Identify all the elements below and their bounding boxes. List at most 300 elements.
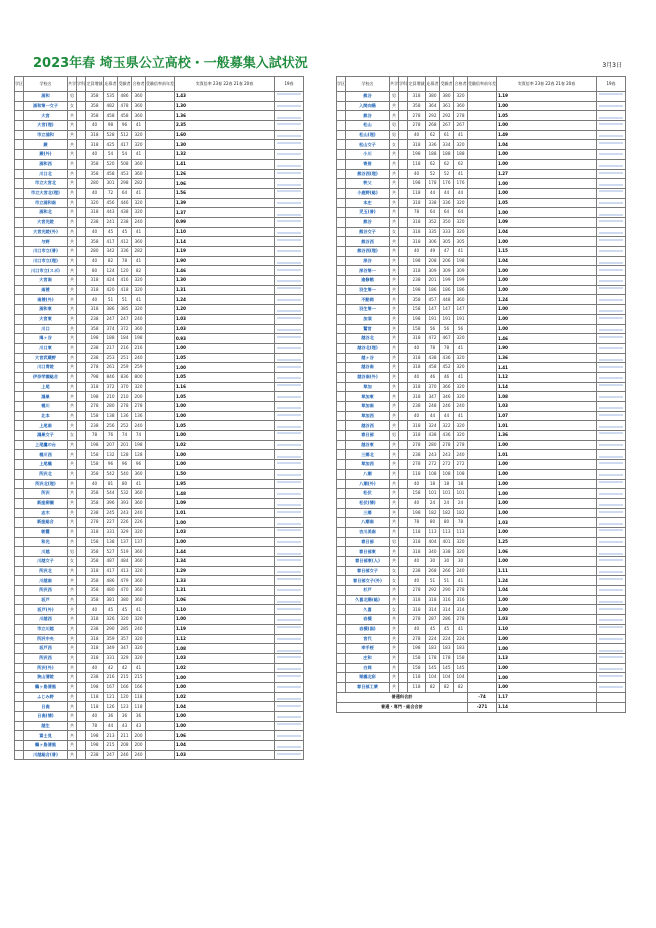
trend-sparkline	[275, 121, 303, 129]
takers-cell: 199	[440, 276, 454, 286]
passed-cell: 62	[454, 159, 468, 169]
gender-cell: 共	[390, 343, 399, 353]
rate-cell	[497, 305, 597, 315]
rate-value: 1.00	[498, 325, 508, 331]
capacity-cell: 280	[86, 179, 104, 189]
trend-sparkline	[597, 286, 625, 294]
gender-cell: 共	[68, 314, 77, 324]
applicants-cell: 535	[104, 92, 118, 102]
zone-cell	[15, 527, 24, 537]
rate-value: 1.03	[176, 325, 186, 331]
zone-cell	[15, 363, 24, 373]
zone-cell	[337, 256, 346, 266]
trend-sparkline	[597, 441, 625, 449]
course-cell	[77, 644, 86, 654]
trend-cell	[275, 285, 304, 295]
school-name: 熊谷	[346, 111, 390, 121]
school-name: 日高(情)	[24, 712, 68, 722]
zone-cell	[15, 595, 24, 605]
rate-cell	[497, 208, 597, 218]
course-cell	[77, 169, 86, 179]
gender-cell: 共	[68, 518, 77, 528]
table-row	[15, 508, 304, 518]
gender-cell: 共	[390, 295, 399, 305]
rate-diff-cell	[468, 402, 497, 412]
trend-cell	[597, 508, 626, 518]
trend-cell	[597, 363, 626, 373]
zone-cell	[15, 285, 24, 295]
takers-cell: 479	[118, 576, 132, 586]
capacity-cell: 318	[86, 527, 104, 537]
trend-sparkline	[275, 470, 303, 478]
takers-cell: 357	[118, 634, 132, 644]
trend-sparkline	[275, 586, 303, 594]
applicants-cell: 306	[426, 237, 440, 247]
passed-cell: 224	[454, 634, 468, 644]
table-row	[15, 489, 304, 499]
passed-cell: 74	[132, 431, 146, 441]
applicants-cell: 247	[104, 314, 118, 324]
trend-cell	[275, 673, 304, 683]
takers-cell: 18	[440, 479, 454, 489]
school-name: 川口	[24, 324, 68, 334]
gender-cell: 共	[390, 150, 399, 160]
trend-sparkline	[597, 170, 625, 178]
capacity-cell: 238	[86, 314, 104, 324]
applicants-cell: 438	[426, 353, 440, 363]
applicants-cell: 261	[104, 363, 118, 373]
takers-cell: 380	[118, 595, 132, 605]
trend-cell	[597, 595, 626, 605]
rate-diff-cell	[468, 644, 497, 654]
trend-sparkline	[275, 412, 303, 420]
course-cell	[399, 508, 408, 518]
capacity-cell: 318	[408, 92, 426, 102]
applicants-cell: 396	[104, 498, 118, 508]
capacity-cell: 318	[86, 305, 104, 315]
applicants-cell: 186	[426, 285, 440, 295]
zone-cell	[15, 566, 24, 576]
trend-sparkline	[597, 335, 625, 343]
trend-cell	[275, 217, 304, 227]
gender-cell: 共	[68, 208, 77, 218]
passed-cell: 360	[132, 469, 146, 479]
table-row	[15, 682, 304, 692]
course-cell	[77, 547, 86, 557]
rate-diff-cell	[146, 431, 175, 441]
trend-cell	[275, 256, 304, 266]
rate-diff-cell	[468, 198, 497, 208]
table-row	[337, 402, 626, 412]
capacity-cell: 40	[86, 188, 104, 198]
school-name: 川越女子	[24, 557, 68, 567]
rate-value: 1.00	[176, 723, 186, 729]
school-name: 川口青陵	[24, 363, 68, 373]
trend-sparkline	[275, 538, 303, 546]
capacity-cell: 318	[408, 605, 426, 615]
trend-sparkline	[597, 577, 625, 585]
rate-cell	[497, 343, 597, 353]
capacity-cell: 320	[86, 198, 104, 208]
rate-cell	[175, 663, 275, 673]
applicants-cell: 216	[104, 673, 118, 683]
header-rate-diff: 受験倍率前年差	[468, 77, 497, 92]
trend-cell	[597, 644, 626, 654]
trend-sparkline	[597, 150, 625, 158]
gender-cell: 共	[390, 247, 399, 257]
rate-value: 1.05	[176, 393, 186, 399]
rate-value: 1.00	[498, 490, 508, 496]
rate-cell	[497, 382, 597, 392]
rate-cell	[175, 624, 275, 634]
capacity-cell: 40	[86, 605, 104, 615]
trend-cell	[597, 402, 626, 412]
trend-sparkline	[275, 732, 303, 740]
gender-cell: 共	[68, 586, 77, 596]
zone-cell	[15, 324, 24, 334]
trend-cell	[275, 663, 304, 673]
trend-sparkline	[275, 383, 303, 391]
course-cell	[77, 382, 86, 392]
rate-cell	[175, 634, 275, 644]
passed-cell: 320	[132, 140, 146, 150]
passed-cell: 240	[454, 402, 468, 412]
capacity-cell: 358	[86, 469, 104, 479]
rate-value: 1.05	[498, 112, 508, 118]
takers-cell: 413	[118, 566, 132, 576]
rate-diff-cell	[468, 663, 497, 673]
rate-cell	[175, 557, 275, 567]
passed-cell: 360	[132, 324, 146, 334]
rate-diff-cell	[468, 392, 497, 402]
school-name: 熊谷西(理)	[346, 169, 390, 179]
gender-cell: 共	[68, 692, 77, 702]
table-row	[15, 363, 304, 373]
rate-diff-cell	[146, 276, 175, 286]
passed-cell: 147	[454, 305, 468, 315]
table-row	[337, 624, 626, 634]
applicants-cell: 253	[104, 353, 118, 363]
capacity-cell: 318	[408, 198, 426, 208]
rate-diff-cell	[468, 237, 497, 247]
passed-cell: 41	[132, 121, 146, 131]
trend-cell	[597, 450, 626, 460]
applicants-cell: 520	[104, 159, 118, 169]
rate-cell	[175, 479, 275, 489]
course-cell	[77, 537, 86, 547]
trend-cell	[597, 324, 626, 334]
zone-cell	[15, 266, 24, 276]
zone-cell	[337, 537, 346, 547]
capacity-cell: 40	[86, 295, 104, 305]
capacity-cell: 158	[86, 537, 104, 547]
gender-cell: 共	[390, 111, 399, 121]
footer-row	[337, 692, 626, 702]
school-name: 浦和東	[24, 305, 68, 315]
rate-diff-cell	[146, 411, 175, 421]
capacity-cell: 238	[86, 750, 104, 760]
zone-cell	[15, 150, 24, 160]
rate-cell	[497, 121, 597, 131]
school-name: 南稜(外)	[24, 295, 68, 305]
applicants-cell: 82	[104, 256, 118, 266]
school-name: 深谷第一	[346, 266, 390, 276]
takers-cell: 46	[440, 372, 454, 382]
gender-cell: 共	[68, 537, 77, 547]
applicants-cell: 472	[426, 334, 440, 344]
applicants-cell: 167	[104, 682, 118, 692]
rate-value: 1.05	[176, 374, 186, 380]
applicants-cell: 81	[104, 479, 118, 489]
applicants-cell: 347	[426, 392, 440, 402]
applicants-cell: 438	[426, 431, 440, 441]
rate-diff-cell	[468, 285, 497, 295]
takers-cell: 290	[440, 586, 454, 596]
school-name: 川越	[24, 547, 68, 557]
rate-value: 1.95	[176, 480, 186, 486]
passed-cell: 41	[132, 150, 146, 160]
course-cell	[399, 411, 408, 421]
zone-cell	[15, 247, 24, 257]
trend-cell	[597, 479, 626, 489]
school-name: 越谷南	[346, 363, 390, 373]
course-cell	[399, 547, 408, 557]
table-row	[337, 343, 626, 353]
rate-diff-cell	[468, 615, 497, 625]
school-name: 浦和第一女子	[24, 101, 68, 111]
trend-sparkline	[275, 131, 303, 139]
passed-cell: 320	[132, 130, 146, 140]
course-cell	[77, 130, 86, 140]
rate-cell	[497, 372, 597, 382]
school-name: 小川	[346, 150, 390, 160]
rate-value: 1.01	[498, 422, 508, 428]
takers-cell: 292	[440, 111, 454, 121]
school-name: 春日部女子	[346, 566, 390, 576]
passed-cell: 41	[454, 576, 468, 586]
passed-cell: 360	[132, 92, 146, 102]
gender-cell: 共	[68, 237, 77, 247]
table-row	[337, 440, 626, 450]
takers-cell: 267	[440, 121, 454, 131]
rate-cell	[497, 130, 597, 140]
course-cell	[399, 566, 408, 576]
applicants-cell: 62	[426, 159, 440, 169]
table-row	[15, 605, 304, 615]
course-cell	[399, 295, 408, 305]
rate-cell	[175, 372, 275, 382]
course-cell	[77, 489, 86, 499]
takers-cell: 346	[440, 392, 454, 402]
rate-diff-cell	[146, 266, 175, 276]
applicants-cell: 213	[104, 731, 118, 741]
passed-cell: 320	[132, 644, 146, 654]
rate-cell	[175, 305, 275, 315]
applicants-cell: 268	[426, 121, 440, 131]
passed-cell: 320	[454, 363, 468, 373]
school-name: 鳩ヶ谷	[24, 334, 68, 344]
applicants-cell: 62	[426, 130, 440, 140]
course-cell	[77, 159, 86, 169]
table-row	[337, 663, 626, 673]
applicants-cell: 290	[104, 624, 118, 634]
table-row	[15, 702, 304, 712]
takers-cell: 211	[118, 731, 132, 741]
rate-cell	[497, 663, 597, 673]
capacity-cell: 158	[408, 324, 426, 334]
table-row	[15, 469, 304, 479]
rate-value: 1.00	[498, 180, 508, 186]
rate-diff-cell	[468, 217, 497, 227]
passed-cell: 320	[454, 334, 468, 344]
zone-cell	[337, 431, 346, 441]
passed-cell: 44	[454, 188, 468, 198]
trend-sparkline	[597, 606, 625, 614]
trend-sparkline	[597, 683, 625, 691]
passed-cell: 41	[454, 372, 468, 382]
gender-cell: 共	[68, 305, 77, 315]
trend-sparkline	[275, 180, 303, 188]
rate-cell	[497, 363, 597, 373]
trend-cell	[275, 450, 304, 460]
footer-diff: -271	[468, 702, 497, 712]
course-cell	[77, 392, 86, 402]
rate-value: 1.34	[176, 558, 186, 564]
takers-cell: 366	[440, 382, 454, 392]
zone-cell	[337, 527, 346, 537]
school-name: 鴻巣	[24, 392, 68, 402]
school-name: 草加西	[346, 411, 390, 421]
trend-cell	[597, 121, 626, 131]
trend-cell	[597, 382, 626, 392]
course-cell	[77, 653, 86, 663]
passed-cell: 56	[454, 324, 468, 334]
capacity-cell: 40	[86, 663, 104, 673]
applicants-cell: 424	[104, 276, 118, 286]
capacity-cell: 198	[408, 644, 426, 654]
rate-value: 1.00	[176, 616, 186, 622]
zone-cell	[337, 353, 346, 363]
capacity-cell: 278	[408, 460, 426, 470]
passed-cell: 320	[132, 615, 146, 625]
rate-diff-cell	[146, 527, 175, 537]
school-name: 吉川美南	[346, 527, 390, 537]
rate-cell	[497, 431, 597, 441]
table-row	[337, 605, 626, 615]
rate-value: 1.00	[176, 684, 186, 690]
takers-cell: 82	[440, 682, 454, 692]
passed-cell: 41	[454, 624, 468, 634]
trend-cell	[597, 237, 626, 247]
table-row	[15, 421, 304, 431]
school-name: 桶川西	[24, 450, 68, 460]
trend-cell	[275, 247, 304, 257]
rate-cell	[175, 198, 275, 208]
course-cell	[77, 372, 86, 382]
rate-value: 1.05	[176, 422, 186, 428]
table-row	[15, 537, 304, 547]
rate-diff-cell	[146, 518, 175, 528]
rate-cell	[175, 159, 275, 169]
rate-value: 1.36	[176, 112, 186, 118]
gender-cell: 共	[390, 266, 399, 276]
gender-cell: 共	[390, 334, 399, 344]
header-passed: 合格者	[454, 77, 468, 92]
course-cell	[77, 624, 86, 634]
rate-diff-cell	[146, 731, 175, 741]
capacity-cell: 358	[86, 576, 104, 586]
trend-sparkline	[275, 499, 303, 507]
takers-cell: 251	[118, 353, 132, 363]
takers-cell: 532	[118, 489, 132, 499]
rate-diff-cell	[146, 663, 175, 673]
passed-cell: 240	[454, 566, 468, 576]
passed-cell: 316	[454, 595, 468, 605]
gender-cell: 共	[68, 227, 77, 237]
trend-cell	[597, 469, 626, 479]
table-row	[15, 518, 304, 528]
zone-cell	[337, 498, 346, 508]
applicants-cell: 30	[426, 557, 440, 567]
rate-diff-cell	[468, 440, 497, 450]
trend-cell	[275, 334, 304, 344]
table-row	[337, 653, 626, 663]
school-name: 岩槻(国)	[346, 624, 390, 634]
rate-value: 1.01	[498, 451, 508, 457]
capacity-cell: 118	[86, 692, 104, 702]
passed-cell: 320	[132, 653, 146, 663]
course-cell	[399, 586, 408, 596]
trend-sparkline	[275, 557, 303, 565]
takers-cell: 446	[118, 198, 132, 208]
rate-cell	[175, 489, 275, 499]
course-cell	[77, 750, 86, 760]
course-cell	[399, 402, 408, 412]
takers-cell: 206	[440, 256, 454, 266]
rate-cell	[497, 150, 597, 160]
course-cell	[77, 440, 86, 450]
table-row	[337, 314, 626, 324]
trend-sparkline	[275, 712, 303, 720]
passed-cell: 41	[454, 169, 468, 179]
rate-value: 1.26	[176, 170, 186, 176]
rate-cell	[175, 101, 275, 111]
zone-cell	[337, 121, 346, 131]
school-name: 入間向陽	[346, 101, 390, 111]
course-cell	[399, 479, 408, 489]
applicants-cell: 138	[104, 537, 118, 547]
school-name: 加須	[346, 314, 390, 324]
applicants-cell: 256	[104, 421, 118, 431]
capacity-cell: 238	[86, 343, 104, 353]
zone-cell	[337, 682, 346, 692]
rate-diff-cell	[146, 479, 175, 489]
zone-cell	[337, 179, 346, 189]
rate-diff-cell	[468, 460, 497, 470]
passed-cell: 41	[132, 188, 146, 198]
capacity-cell: 278	[408, 634, 426, 644]
rate-value: 1.00	[498, 287, 508, 293]
zone-cell	[15, 712, 24, 722]
takers-cell: 416	[118, 276, 132, 286]
capacity-cell: 40	[408, 411, 426, 421]
capacity-cell: 198	[408, 508, 426, 518]
zone-cell	[337, 382, 346, 392]
zone-cell	[15, 121, 24, 131]
applicants-cell: 292	[426, 586, 440, 596]
rate-value: 1.04	[176, 703, 186, 709]
applicants-cell: 280	[426, 440, 440, 450]
